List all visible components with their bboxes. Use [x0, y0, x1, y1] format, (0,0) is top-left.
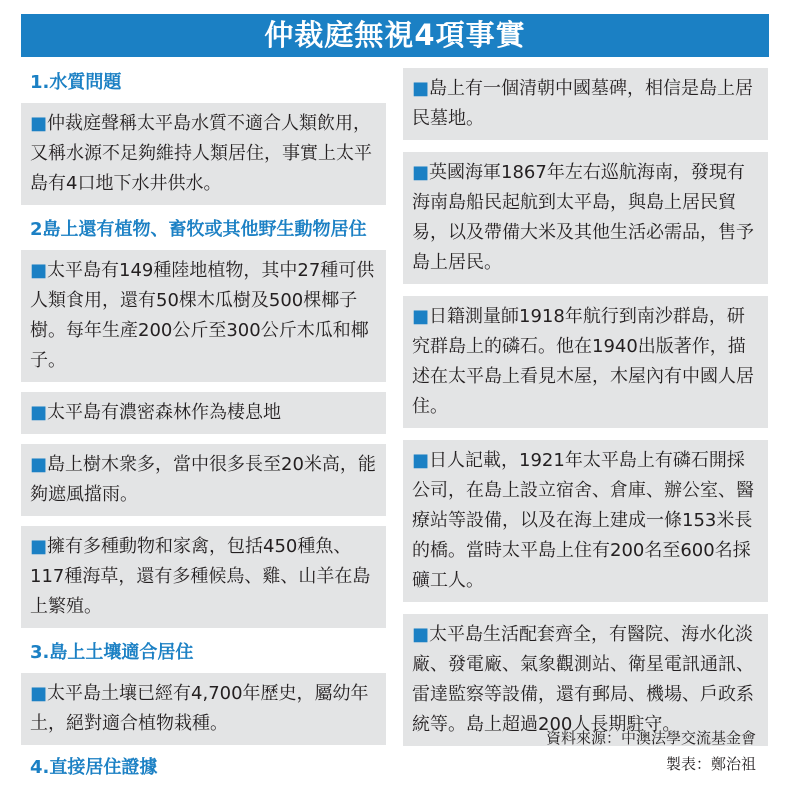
section-heading-residence-evidence: 4.直接居住證據: [30, 757, 158, 778]
fact-text: 太平島有濃密森林作為棲息地: [47, 402, 282, 423]
fact-text: 太平島土壤已經有4,700年歷史，屬幼年土，絕對適合植物栽種。: [30, 683, 369, 734]
bullet-square-icon: ■: [412, 78, 430, 99]
bullet-square-icon: ■: [30, 113, 48, 134]
fact-box-trees: [21, 444, 386, 516]
page-title: 仲裁庭無視4項事實: [21, 14, 769, 57]
bullet-square-icon: ■: [412, 306, 430, 327]
bullet-square-icon: ■: [30, 260, 48, 281]
fact-box-navy: [403, 152, 768, 284]
fact-text: 仲裁庭聲稱太平島水質不適合人類飲用，又稱水源不足夠維持人類居住，事實上太平島有4口地下水井供水。: [30, 113, 372, 194]
fact-text: 日人記載，1921年太平島上有磷石開採公司，在島上設立宿舍、倉庫、辦公室、醫療站等設備，以及在海上建成一條153米長的橋。當時太平島上住有200名至600名採礦工人。: [412, 450, 754, 591]
fact-box-animals: [21, 526, 386, 628]
fact-box-plants: [21, 250, 386, 382]
bullet-square-icon: ■: [30, 536, 48, 557]
source-line: 資料來源：中澳法學交流基金會: [545, 729, 756, 747]
left-column: [21, 68, 386, 782]
fact-box-soil: [21, 673, 386, 745]
fact-text: 日籍測量師1918年航行到南沙群島，研究群島上的磷石。他在1940出版著作，描述在太平島上看見木屋，木屋內有中國人居住。: [412, 306, 754, 417]
section-heading-plants-animals: 2島上還有植物、畜牧或其他野生動物居住: [30, 219, 367, 240]
fact-text: 島上樹木衆多，當中很多長至20米高，能夠遮風擋雨。: [30, 454, 376, 505]
fact-box-tomb: [403, 68, 768, 140]
right-column: [403, 68, 768, 746]
fact-box-surveyor: [403, 296, 768, 428]
fact-text: 島上有一個清朝中國墓碑，相信是島上居民墓地。: [412, 78, 754, 129]
section-heading-water: 1.水質問題: [30, 72, 122, 93]
fact-box-water: [21, 103, 386, 205]
bullet-square-icon: ■: [30, 454, 48, 475]
credit-line: 製表：鄭治祖: [665, 755, 756, 773]
fact-text: 太平島生活配套齊全，有醫院、海水化淡廠、發電廠、氣象觀測站、衛星電訊通訊、雷達監察等設備，還有郵局、機場、戶政系統等。島上超過200人長期駐守。: [412, 624, 754, 735]
fact-text: 太平島有149種陸地植物，其中27種可供人類食用，還有50棵木瓜樹及500棵椰子樹。每年生產200公斤至300公斤木瓜和椰子。: [30, 260, 375, 371]
fact-text: 擁有多種動物和家禽，包括450種魚、117種海草，還有多種候鳥、雞、山羊在島上繁殖。: [30, 536, 371, 617]
bullet-square-icon: ■: [412, 450, 430, 471]
fact-text: 英國海軍1867年左右巡航海南，發現有海南島船民起航到太平島，與島上居民貿易，以及帶備大米及其他生活必需品，售予島上居民。: [412, 162, 754, 273]
bullet-square-icon: ■: [412, 162, 430, 183]
bullet-square-icon: ■: [30, 683, 48, 704]
bullet-square-icon: ■: [412, 624, 430, 645]
source-credit: [546, 725, 756, 777]
bullet-square-icon: ■: [30, 402, 48, 423]
fact-box-mining: [403, 440, 768, 602]
fact-box-forest: [21, 392, 386, 434]
section-heading-soil: 3.島上土壤適合居住: [30, 642, 194, 663]
